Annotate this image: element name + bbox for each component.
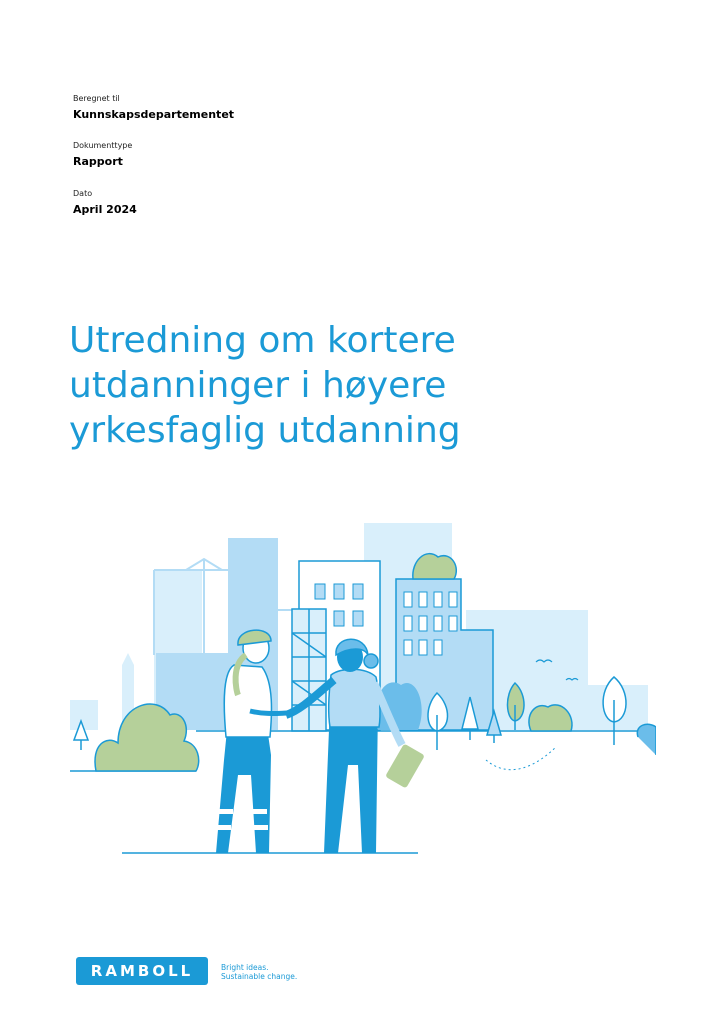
meta-date-label: Dato: [73, 189, 93, 198]
rooftop-bush: [413, 554, 456, 579]
meta-date: [73, 189, 137, 217]
meta-recipient-value: Kunnskapsdepartementet: [73, 108, 235, 121]
meta-recipient-label: Beregnet til: [73, 94, 120, 103]
city-handshake-illustration: [66, 515, 656, 860]
bg-block-left: [70, 700, 98, 730]
meta-doctype: [73, 141, 132, 169]
logo-tagline: [221, 963, 297, 981]
title-line-3: yrkesfaglig utdanning: [69, 410, 461, 451]
tagline-line-2: Sustainable change.: [221, 972, 298, 981]
document-title: [69, 318, 589, 453]
meta-doctype-value: Rapport: [73, 155, 123, 168]
dotted-path: [486, 747, 556, 770]
meta-doctype-label: Dokumenttype: [73, 141, 133, 150]
meta-date-value: April 2024: [73, 203, 137, 216]
meta-recipient: [73, 94, 234, 122]
edge-bush: [637, 724, 656, 755]
title-line-2: utdanninger i høyere: [69, 365, 447, 406]
tagline-line-1: Bright ideas.: [221, 963, 269, 972]
title-line-1: Utredning om kortere: [69, 320, 456, 361]
green-bush-right: [529, 705, 572, 731]
ramboll-logo: RAMBOLL: [76, 957, 208, 985]
